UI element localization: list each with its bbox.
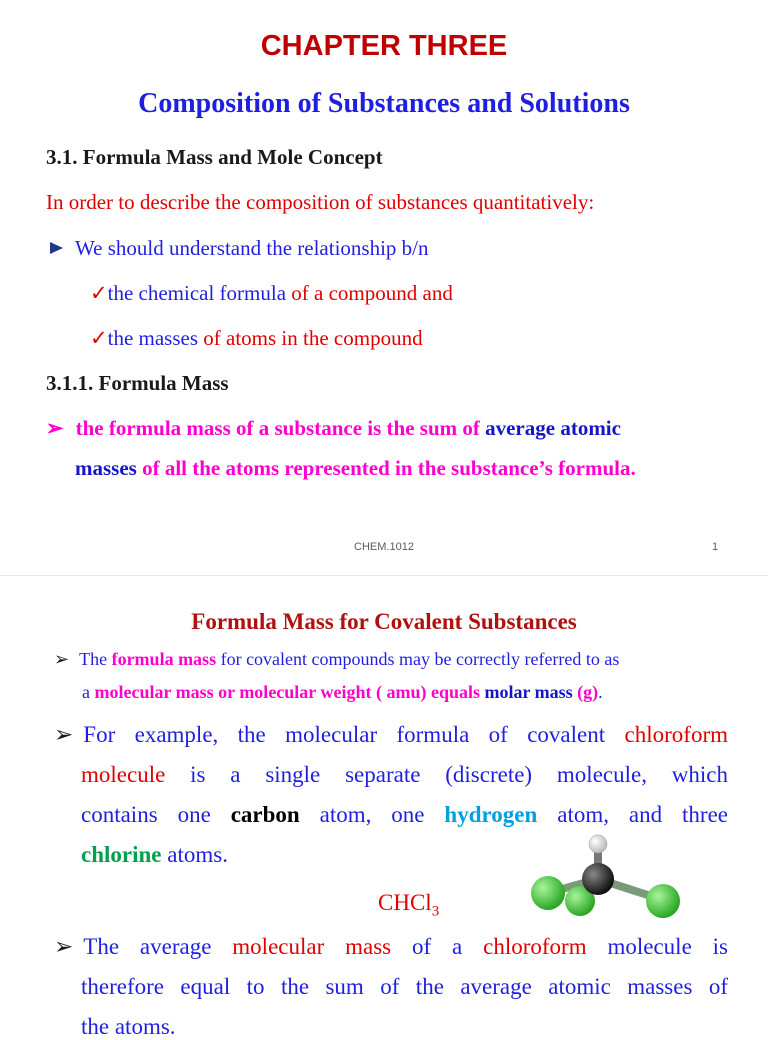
paragraph-3-line-2: therefore equal to the sum of the average atomic masses of bbox=[81, 974, 728, 999]
p3-text: molecule is bbox=[586, 934, 728, 959]
paragraph-3-line-1 bbox=[54, 934, 728, 960]
definition-text-4: of all the atoms represented in the substance’s formula. bbox=[142, 456, 636, 480]
footer-course-code: CHEM.1012 bbox=[354, 541, 414, 553]
p2-text: contains one bbox=[81, 802, 231, 827]
p1-text-f: molar mass bbox=[484, 682, 573, 702]
formula-subscript: 3 bbox=[431, 903, 440, 920]
check-item-formula bbox=[90, 281, 453, 306]
check-item-text-b: of atoms in the compound bbox=[203, 326, 423, 350]
chlorine-atom-icon bbox=[646, 884, 680, 918]
p2-chlorine: chlorine bbox=[81, 842, 162, 867]
section-heading: 3.1. Formula Mass and Mole Concept bbox=[46, 145, 383, 169]
formula-main: CHCl bbox=[378, 890, 432, 915]
subsection-heading: 3.1.1. Formula Mass bbox=[46, 371, 229, 395]
footer-page-number: 1 bbox=[712, 541, 719, 553]
paragraph-1-line-1 bbox=[54, 649, 619, 670]
chapter-subtitle: Composition of Substances and Solutions bbox=[138, 88, 630, 119]
arrow-bullet-icon: ➢ bbox=[54, 722, 74, 747]
p1-text-h: . bbox=[598, 682, 603, 702]
chapter-title: CHAPTER THREE bbox=[260, 30, 508, 62]
arrow-bullet-icon: ➢ bbox=[54, 649, 70, 669]
p3-text: The average bbox=[83, 934, 233, 959]
p3-molecular-mass: molecular mass bbox=[232, 934, 392, 959]
arrow-bullet-icon: ➢ bbox=[54, 934, 74, 959]
definition-text-1: the formula mass of a substance is the sum of bbox=[75, 416, 486, 440]
p1-text-d: a bbox=[82, 682, 95, 702]
p2-text: atom, and three bbox=[537, 802, 728, 827]
p3-chloroform: chloroform bbox=[483, 934, 587, 959]
p2-molecule: molecule bbox=[81, 762, 166, 787]
checkmark-icon: ✓ bbox=[90, 326, 108, 350]
p1-text-c: for covalent compounds may be correctly referred to as bbox=[216, 649, 620, 669]
p1-text-b: formula mass bbox=[111, 649, 217, 669]
p2-hydrogen: hydrogen bbox=[444, 802, 538, 827]
paragraph-1-line-2 bbox=[82, 682, 603, 703]
chlorine-atom-icon bbox=[531, 876, 565, 910]
slide-2 bbox=[0, 575, 768, 1039]
bullet-text: We should understand the relationship b/n bbox=[75, 236, 429, 260]
checkmark-icon: ✓ bbox=[90, 281, 108, 305]
check-item-text-a: the chemical formula bbox=[107, 281, 292, 305]
definition-text-2: average atomic bbox=[485, 416, 621, 440]
slide-title: Formula Mass for Covalent Substances bbox=[191, 609, 577, 634]
carbon-atom-icon bbox=[582, 863, 614, 895]
p1-text-a: The bbox=[79, 649, 112, 669]
p2-text: atoms. bbox=[161, 842, 228, 867]
p2-text: atom, one bbox=[299, 802, 445, 827]
paragraph-2-line-1 bbox=[54, 722, 728, 748]
p2-chloroform: chloroform bbox=[624, 722, 728, 747]
p2-text: is a single separate (discrete) molecule, which bbox=[165, 762, 728, 787]
check-item-masses bbox=[90, 326, 423, 351]
p2-carbon: carbon bbox=[230, 802, 300, 827]
paragraph-3-line-3: the atoms. bbox=[81, 1014, 176, 1039]
p2-text: For example, the molecular formula of covalent bbox=[83, 722, 625, 747]
arrow-bullet-icon: ➢ bbox=[46, 416, 64, 440]
p3-text: of a bbox=[391, 934, 484, 959]
paragraph-2-line-4 bbox=[81, 842, 228, 868]
definition-text-3: masses bbox=[75, 456, 143, 480]
p1-text-g: (g) bbox=[572, 682, 599, 702]
hydrogen-atom-icon bbox=[589, 835, 607, 853]
intro-text: In order to describe the composition of substances quantitatively: bbox=[46, 190, 595, 214]
check-item-text-b: of a compound and bbox=[291, 281, 453, 305]
bullet-relationship bbox=[50, 236, 429, 261]
definition-line-1 bbox=[46, 416, 621, 441]
definition-line-2 bbox=[75, 456, 636, 481]
paragraph-2-line-3 bbox=[81, 802, 728, 828]
paragraph-2-line-2 bbox=[81, 762, 728, 788]
chloroform-molecule-icon bbox=[530, 831, 690, 921]
check-item-text-a: the masses bbox=[107, 326, 204, 350]
p1-text-e: molecular mass or molecular weight ( amu) equals bbox=[94, 682, 485, 702]
chemical-formula bbox=[378, 890, 439, 921]
triangle-bullet-icon bbox=[50, 242, 63, 254]
